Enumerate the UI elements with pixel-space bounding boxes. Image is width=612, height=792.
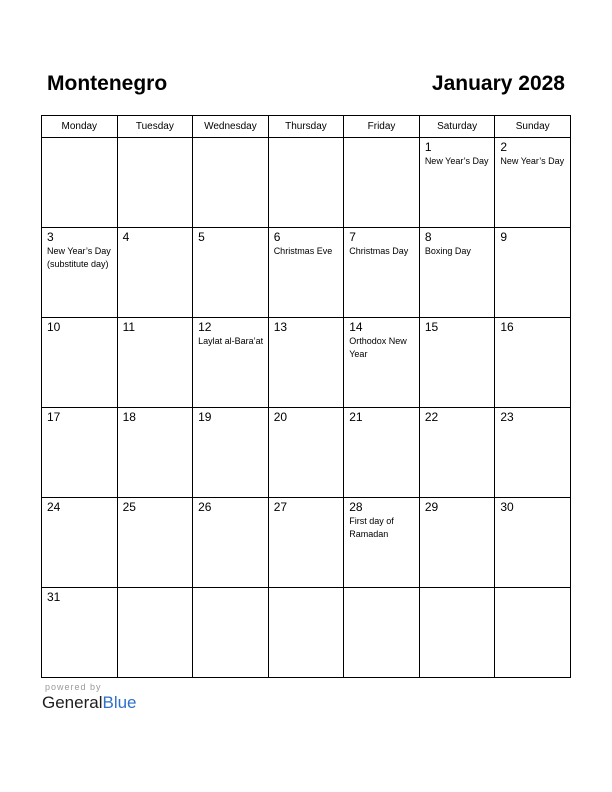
holiday-label: Boxing Day [424, 246, 471, 256]
day-cell [193, 588, 269, 678]
day-number: 28 [349, 500, 363, 514]
day-number [193, 138, 268, 141]
holiday-label: Orthodox New Year [349, 336, 407, 359]
day-number: 25 [122, 500, 136, 514]
holiday-label: New Year’s Day (substitute day) [47, 246, 111, 269]
day-number: 14 [349, 320, 363, 334]
day-number: 8 [424, 230, 432, 244]
brand-general-text: General [42, 693, 103, 712]
day-number: 19 [198, 410, 212, 424]
day-number: 24 [47, 500, 61, 514]
day-cell [344, 138, 420, 228]
day-number: 31 [47, 590, 61, 604]
day-cell [193, 318, 269, 408]
day-number: 26 [198, 500, 212, 514]
day-cell [268, 138, 344, 228]
day-number: 7 [349, 230, 356, 244]
day-number: 5 [198, 230, 205, 244]
day-number [118, 588, 193, 591]
powered-by-text: powered by [45, 682, 102, 692]
weekday-header: Monday [42, 116, 118, 138]
day-cell [495, 588, 571, 678]
day-cell [344, 408, 420, 498]
day-cell [495, 408, 571, 498]
day-cell [419, 228, 495, 318]
brand-blue-text: Blue [102, 693, 137, 712]
week-row [42, 318, 571, 408]
day-number: 16 [500, 320, 514, 334]
day-cell [268, 408, 344, 498]
day-cell [268, 588, 344, 678]
day-cell [193, 408, 269, 498]
weekday-header: Wednesday [193, 116, 269, 138]
day-cell [495, 498, 571, 588]
day-number: 1 [424, 140, 432, 154]
calendar-grid [41, 115, 571, 678]
week-row [42, 228, 571, 318]
day-number: 2 [500, 140, 508, 154]
day-cell [344, 588, 420, 678]
day-number: 30 [500, 500, 514, 514]
day-cell [42, 318, 118, 408]
day-cell [495, 318, 571, 408]
holiday-label: New Year’s Day [500, 156, 565, 166]
day-number: 11 [122, 320, 136, 334]
weekday-header: Thursday [268, 116, 344, 138]
generalblue-logo [42, 693, 137, 713]
holiday-label: Laylat al-Bara’at [198, 336, 264, 346]
day-cell [419, 138, 495, 228]
weekday-header: Sunday [495, 116, 571, 138]
week-row [42, 498, 571, 588]
day-cell [193, 138, 269, 228]
holiday-label: First day of Ramadan [349, 516, 394, 539]
day-cell [419, 408, 495, 498]
day-cell [268, 318, 344, 408]
day-cell [268, 498, 344, 588]
day-number: 4 [122, 230, 130, 244]
day-number: 21 [349, 410, 363, 424]
day-number: 17 [47, 410, 61, 424]
day-number [269, 588, 344, 591]
holiday-label: Christmas Day [349, 246, 409, 256]
day-number [193, 588, 268, 591]
weekday-header: Saturday [419, 116, 495, 138]
day-cell [193, 228, 269, 318]
day-number: 12 [198, 320, 212, 334]
day-cell [419, 588, 495, 678]
day-number [344, 588, 419, 591]
calendar-body [42, 138, 571, 678]
day-cell [344, 228, 420, 318]
day-number: 27 [273, 500, 288, 514]
day-cell [117, 588, 193, 678]
day-cell [42, 138, 118, 228]
weekday-header: Tuesday [117, 116, 193, 138]
day-cell [117, 138, 193, 228]
day-cell [344, 318, 420, 408]
day-cell [117, 318, 193, 408]
day-number: 29 [424, 500, 439, 514]
day-number: 6 [273, 230, 281, 244]
day-number [118, 138, 193, 141]
weekday-header: Friday [344, 116, 420, 138]
day-number [42, 138, 117, 141]
month-year-title: January 2028 [431, 72, 565, 95]
weekday-header-row [42, 116, 571, 138]
day-cell [117, 408, 193, 498]
day-number: 23 [500, 410, 514, 424]
day-cell [42, 408, 118, 498]
week-row [42, 588, 571, 678]
day-cell [117, 228, 193, 318]
day-cell [495, 228, 571, 318]
holiday-label: New Year’s Day [424, 156, 489, 166]
day-cell [344, 498, 420, 588]
day-number: 15 [424, 320, 439, 334]
day-cell [268, 228, 344, 318]
day-cell [419, 498, 495, 588]
day-cell [419, 318, 495, 408]
week-row [42, 408, 571, 498]
day-number: 18 [122, 410, 136, 424]
day-number [420, 588, 495, 591]
day-number [495, 588, 570, 591]
day-number: 20 [273, 410, 288, 424]
day-cell [193, 498, 269, 588]
day-number [344, 138, 419, 141]
day-number: 22 [424, 410, 439, 424]
country-title: Montenegro [47, 72, 168, 95]
day-number: 13 [273, 320, 288, 334]
day-number: 9 [500, 230, 508, 244]
day-cell [117, 498, 193, 588]
day-cell [42, 228, 118, 318]
day-cell [495, 138, 571, 228]
day-number: 10 [47, 320, 61, 334]
holiday-label: Christmas Eve [273, 246, 333, 256]
day-number: 3 [47, 230, 54, 244]
day-cell [42, 588, 118, 678]
day-number [269, 138, 344, 141]
week-row [42, 138, 571, 228]
day-cell [42, 498, 118, 588]
